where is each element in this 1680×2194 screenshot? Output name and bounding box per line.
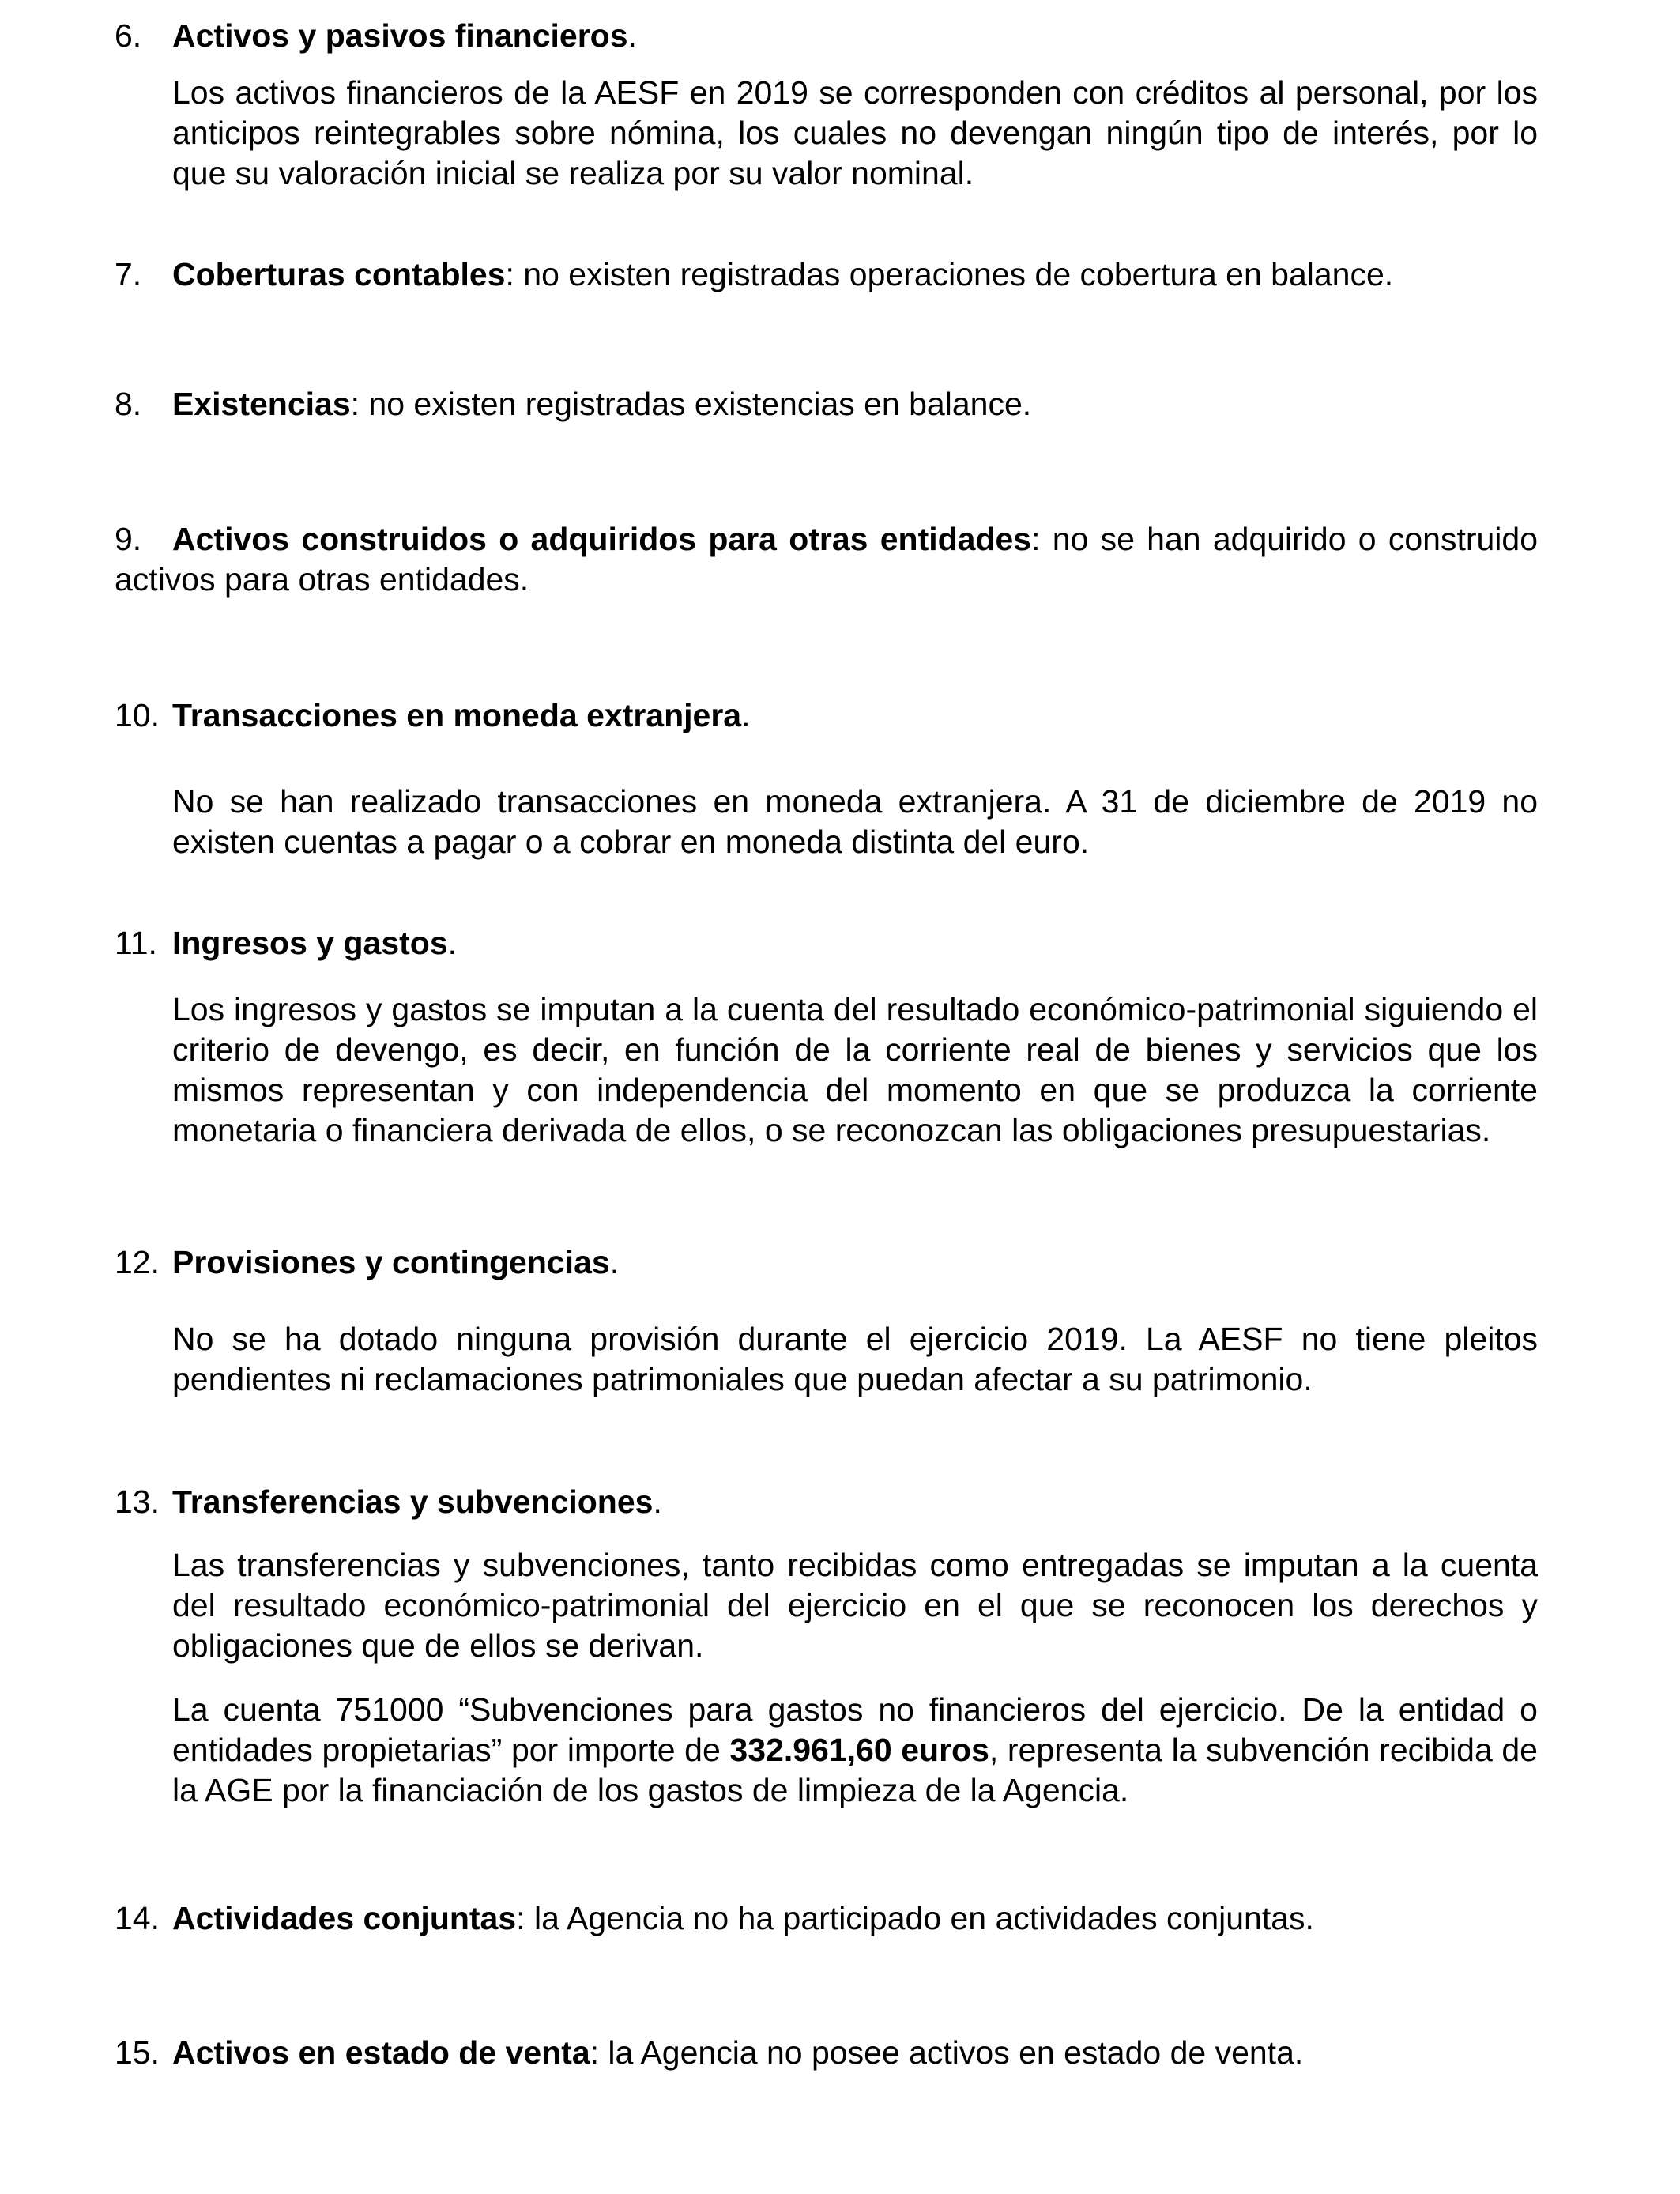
section-number: 15. xyxy=(115,2034,160,2071)
section-suffix: . xyxy=(447,925,458,961)
section-8-heading xyxy=(115,384,1537,424)
section-suffix: : la Agencia no posee activos en estado de venta. xyxy=(590,2034,1304,2071)
section-title: Transacciones en moneda extranjera xyxy=(172,697,742,733)
amount-text-after: , representa la subvención recibida de la AGE por la financiación de los gastos de limpieza de la Agencia. xyxy=(172,1732,1538,1808)
section-title: Actividades conjuntas xyxy=(172,1900,517,1936)
section-suffix: . xyxy=(609,1244,620,1280)
section-title: Activos y pasivos financieros xyxy=(172,17,628,54)
section-suffix: . xyxy=(627,17,637,54)
section-7-heading xyxy=(115,254,1537,295)
section-10-heading xyxy=(115,696,1537,736)
section-title: Transferencias y subvenciones xyxy=(172,1483,654,1520)
section-title: Coberturas contables xyxy=(172,256,506,292)
section-12-heading xyxy=(115,1242,1537,1283)
section-number: 13. xyxy=(115,1483,160,1520)
amount-value: 332.961,60 euros xyxy=(729,1732,989,1768)
section-suffix: . xyxy=(653,1483,662,1520)
section-13-paragraph-1: Las transferencias y subvenciones, tanto recibidas como entregadas se imputan a la cuenta del resultado económico-patrimonial del ejercicio en el que se reconocen los derechos y obligaciones que de ellos se derivan. xyxy=(172,1547,1538,1664)
amount-text-before: La cuenta 751000 “Subvenciones para gastos no financieros del ejercicio. De la entidad o entidades propietarias” por importe de xyxy=(172,1691,1538,1768)
section-title: Provisiones y contingencias xyxy=(172,1244,610,1280)
section-6-heading xyxy=(115,16,1537,56)
section-13-paragraph-2 xyxy=(172,1690,1538,1811)
section-suffix: : no existen registradas existencias en balance. xyxy=(350,386,1032,422)
section-number: 11. xyxy=(115,925,157,961)
section-suffix: : la Agencia no ha participado en actividades conjuntas. xyxy=(516,1900,1314,1936)
section-suffix: : no se han adquirido o construido activos para otras entidades. xyxy=(115,521,1538,598)
section-number: 7. xyxy=(115,256,142,292)
section-15-heading xyxy=(115,2033,1537,2073)
section-9-heading xyxy=(115,519,1538,600)
section-14-heading xyxy=(115,1898,1537,1939)
section-number: 10. xyxy=(115,697,160,733)
section-10-paragraph: No se han realizado transacciones en moneda extranjera. A 31 de diciembre de 2019 no existen cuentas a pagar o a cobrar en moneda distinta del euro. xyxy=(172,783,1538,860)
section-number: 6. xyxy=(115,17,142,54)
section-number: 14. xyxy=(115,1900,160,1936)
section-13-heading xyxy=(115,1482,1537,1522)
section-suffix: : no existen registradas operaciones de cobertura en balance. xyxy=(505,256,1394,292)
section-suffix: . xyxy=(741,697,751,733)
section-11-heading xyxy=(115,923,1537,963)
section-11-paragraph: Los ingresos y gastos se imputan a la cuenta del resultado económico-patrimonial siguiendo el criterio de devengo, es decir, en función de la corriente real de bienes y servicios que los mismos representan y con independencia del momento en que se produzca la corriente monetaria o financiera derivada de ellos, o se reconozcan las obligaciones presupuestarias. xyxy=(172,991,1538,1148)
section-title: Ingresos y gastos xyxy=(172,925,448,961)
section-title: Activos en estado de venta xyxy=(172,2034,590,2071)
section-number: 9. xyxy=(115,521,142,557)
section-number: 8. xyxy=(115,386,142,422)
section-title: Activos construidos o adquiridos para otras entidades xyxy=(172,521,1032,557)
section-12-paragraph: No se ha dotado ninguna provisión durante el ejercicio 2019. La AESF no tiene pleitos pendientes ni reclamaciones patrimoniales que puedan afectar a su patrimonio. xyxy=(172,1321,1538,1397)
section-6-paragraph: Los activos financieros de la AESF en 2019 se corresponden con créditos al personal, por los anticipos reintegrables sobre nómina, los cuales no devengan ningún tipo de interés, por lo que su valoración inicial se realiza por su valor nominal. xyxy=(172,74,1538,191)
section-title: Existencias xyxy=(172,386,351,422)
section-number: 12. xyxy=(115,1244,160,1280)
